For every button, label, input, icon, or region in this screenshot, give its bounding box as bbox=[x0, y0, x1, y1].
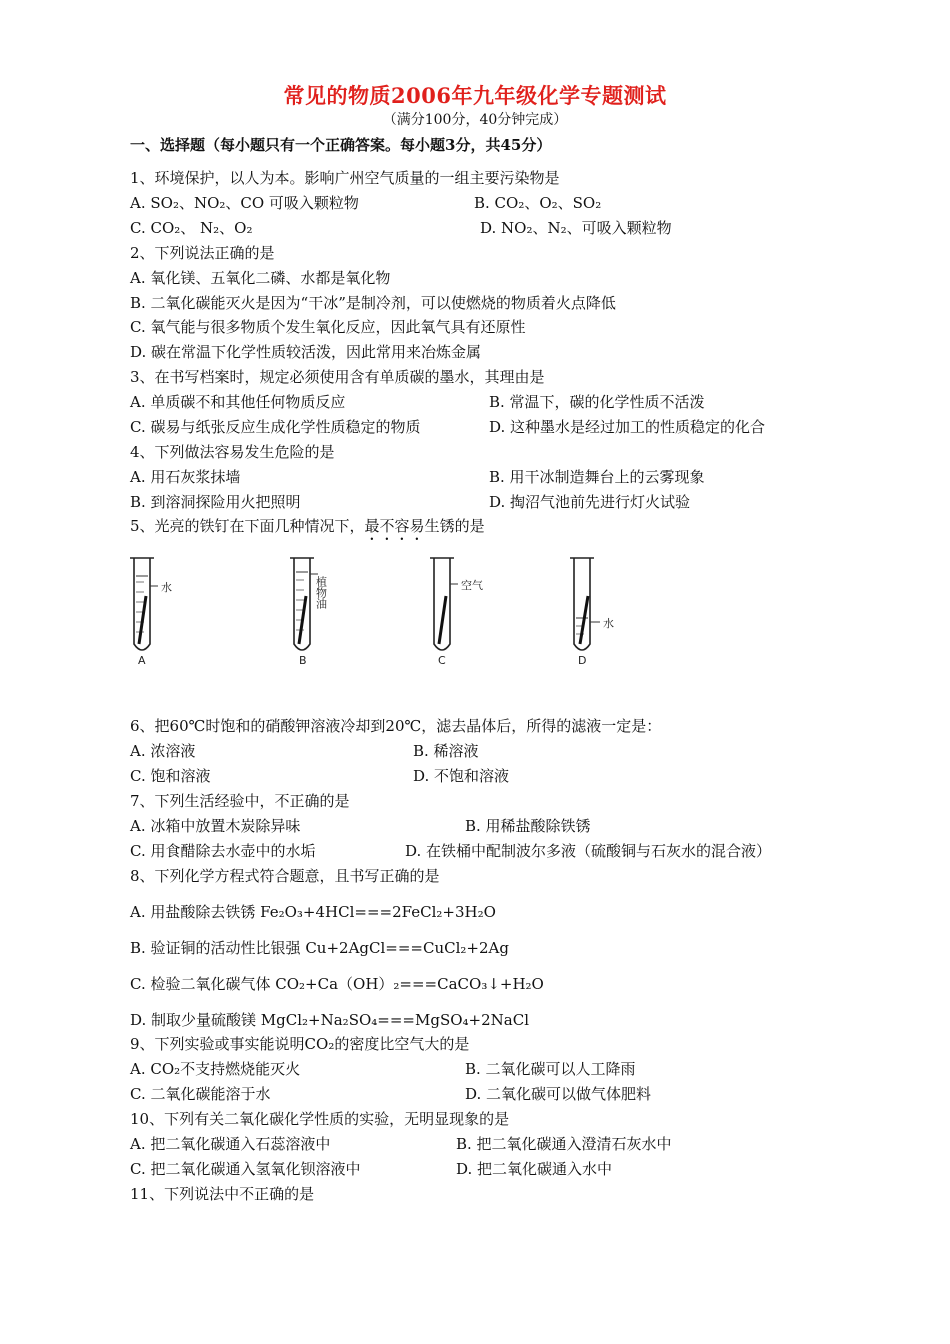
question-11-stem: 11、下列说法中不正确的是 bbox=[130, 1185, 315, 1203]
question-6-option-a: A. 浓溶液 bbox=[130, 742, 196, 760]
question-1-option-a: A. SO₂、NO₂、CO 可吸入颗粒物 bbox=[130, 194, 359, 212]
question-3-option-d: D. 这种墨水是经过加工的性质稳定的化合 bbox=[489, 418, 766, 436]
question-1-option-c: C. CO₂、 N₂、O₂ bbox=[130, 219, 253, 237]
question-6-option-c: C. 饱和溶液 bbox=[130, 767, 211, 785]
test-tube-figure bbox=[120, 552, 640, 672]
question-8-option-a: A. 用盐酸除去铁锈 Fe₂O₃+4HCl===2FeCl₂+3H₂O bbox=[130, 903, 496, 921]
question-2-option-a: A. 氧化镁、五氧化二磷、水都是氧化物 bbox=[130, 269, 391, 287]
question-7-option-d: D. 在铁桶中配制波尔多液（硫酸铜与石灰水的混合液） bbox=[405, 842, 772, 860]
question-8-option-d: D. 制取少量硫酸镁 MgCl₂+Na₂SO₄===MgSO₄+2NaCl bbox=[130, 1011, 529, 1029]
question-1-stem: 1、环境保护，以人为本。影响广州空气质量的一组主要污染物是 bbox=[130, 169, 560, 187]
test-tube-b bbox=[290, 558, 328, 667]
tube-b-note: 植物油 bbox=[314, 576, 328, 609]
question-5-stem-pre: 5、光亮的铁钉在下面几种情况下， bbox=[130, 517, 365, 535]
question-9-option-c: C. 二氧化碳能溶于水 bbox=[130, 1085, 271, 1103]
question-3-stem: 3、在书写档案时，规定必须使用含有单质碳的墨水，其理由是 bbox=[130, 368, 545, 386]
question-3-option-c: C. 碳易与纸张反应生成化学性质稳定的物质 bbox=[130, 418, 421, 436]
question-4-option-a: A. 用石灰浆抹墙 bbox=[130, 468, 241, 486]
question-10-option-a: A. 把二氧化碳通入石蕊溶液中 bbox=[130, 1135, 331, 1153]
question-5-stem bbox=[130, 516, 485, 544]
question-1-option-b: B. CO₂、O₂、SO₂ bbox=[474, 194, 602, 212]
question-4-stem: 4、下列做法容易发生危险的是 bbox=[130, 443, 335, 461]
question-2-option-d: D. 碳在常温下化学性质较活泼，因此常用来冶炼金属 bbox=[130, 343, 482, 361]
question-5-stem-post: 生锈的是 bbox=[424, 517, 485, 535]
question-7-option-b: B. 用稀盐酸除铁锈 bbox=[465, 817, 591, 835]
question-7-stem: 7、下列生活经验中，不正确的是 bbox=[130, 792, 350, 810]
question-10-option-b: B. 把二氧化碳通入澄清石灰水中 bbox=[456, 1135, 672, 1153]
question-10-stem: 10、下列有关二氧化碳化学性质的实验，无明显现象的是 bbox=[130, 1110, 510, 1128]
tube-c-label: C bbox=[438, 654, 446, 667]
question-9-option-d: D. 二氧化碳可以做气体肥料 bbox=[465, 1085, 652, 1103]
test-tube-c bbox=[430, 558, 483, 667]
tube-d-label: D bbox=[578, 654, 587, 667]
question-7-option-a: A. 冰箱中放置木炭除异味 bbox=[130, 817, 301, 835]
question-2-stem: 2、下列说法正确的是 bbox=[130, 244, 275, 262]
question-6-stem: 6、把60℃时饱和的硝酸钾溶液冷却到20℃，滤去晶体后，所得的滤液一定是： bbox=[130, 717, 662, 735]
question-2-option-c: C. 氧气能与很多物质个发生氧化反应，因此氧气具有还原性 bbox=[130, 318, 526, 336]
question-9-stem: 9、下列实验或事实能说明CO₂的密度比空气大的是 bbox=[130, 1035, 470, 1053]
question-2-option-b: B. 二氧化碳能灭火是因为“干冰”是制冷剂，可以使燃烧的物质着火点降低 bbox=[130, 294, 616, 312]
question-10-option-c: C. 把二氧化碳通入氢氧化钡溶液中 bbox=[130, 1160, 361, 1178]
question-9-option-a: A. CO₂不支持燃烧能灭火 bbox=[130, 1060, 301, 1078]
question-6-option-b: B. 稀溶液 bbox=[413, 742, 479, 760]
question-8-option-b: B. 验证铜的活动性比银强 Cu+2AgCl===CuCl₂+2Ag bbox=[130, 939, 509, 957]
question-8-option-c: C. 检验二氧化碳气体 CO₂+Ca（OH）₂===CaCO₃↓+H₂O bbox=[130, 975, 544, 993]
tube-c-note: 空气 bbox=[461, 579, 483, 592]
tube-a-note: 水 bbox=[161, 581, 172, 594]
question-3-option-b: B. 常温下，碳的化学性质不活泼 bbox=[489, 393, 705, 411]
tube-b-label: B bbox=[299, 654, 307, 667]
page-subtitle: （满分100分，40分钟完成） bbox=[382, 112, 568, 128]
question-3-option-a: A. 单质碳不和其他任何物质反应 bbox=[130, 393, 346, 411]
question-10-option-d: D. 把二氧化碳通入水中 bbox=[456, 1160, 613, 1178]
section-heading: 一、选择题（每小题只有一个正确答案。每小题3分，共45分） bbox=[130, 136, 552, 154]
test-tube-d bbox=[570, 558, 614, 667]
page-title: 常见的物质2006年九年级化学专题测试 bbox=[283, 83, 667, 108]
tube-d-note: 水 bbox=[603, 617, 614, 630]
question-6-option-d: D. 不饱和溶液 bbox=[413, 767, 510, 785]
question-5-stem-emphasis: 最不容易 bbox=[364, 517, 425, 535]
question-9-option-b: B. 二氧化碳可以人工降雨 bbox=[465, 1060, 636, 1078]
question-4-option-c: B. 到溶洞探险用火把照明 bbox=[130, 493, 301, 511]
question-1-option-d: D. NO₂、N₂、可吸入颗粒物 bbox=[480, 219, 672, 237]
tube-a-label: A bbox=[138, 654, 146, 667]
test-tube-a bbox=[130, 558, 172, 667]
question-7-option-c: C. 用食醋除去水壶中的水垢 bbox=[130, 842, 316, 860]
question-4-option-b: B. 用干冰制造舞台上的云雾现象 bbox=[489, 468, 705, 486]
question-4-option-d: D. 掏沼气池前先进行灯火试验 bbox=[489, 493, 691, 511]
question-8-stem: 8、下列化学方程式符合题意，且书写正确的是 bbox=[130, 867, 440, 885]
